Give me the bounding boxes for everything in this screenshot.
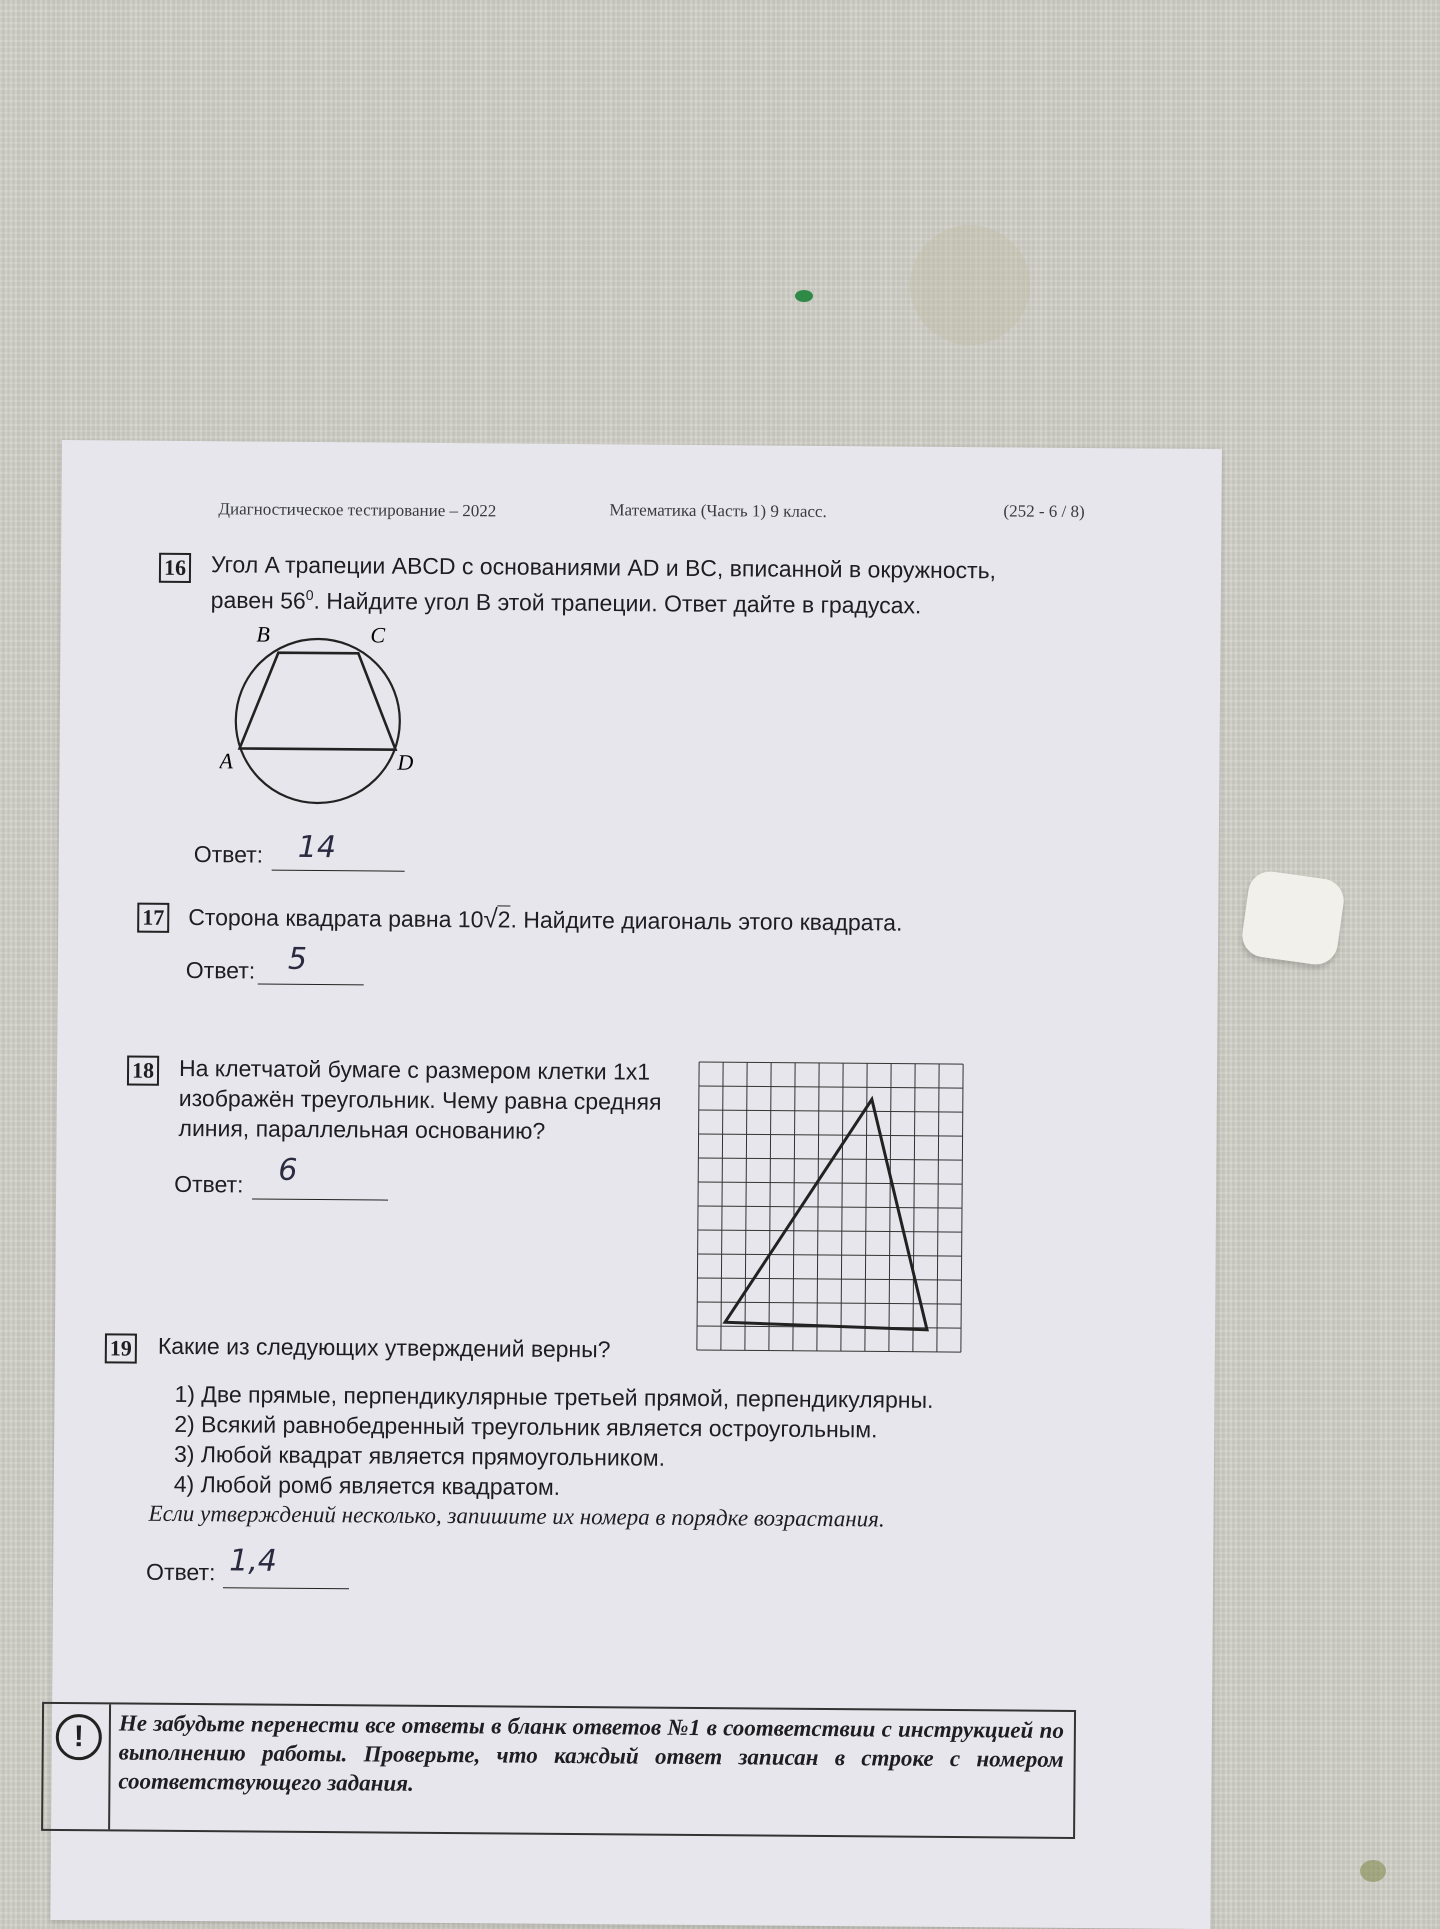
q16-answer-field[interactable]: [272, 829, 405, 872]
q16-answer-label: Ответ:: [193, 841, 264, 868]
question-number-18: 18: [127, 1056, 159, 1086]
q19-answer-field[interactable]: [223, 1543, 349, 1589]
grid-line: [699, 1086, 963, 1088]
grid-line: [697, 1350, 961, 1352]
q18-text-line3: линия, параллельная основанию?: [178, 1114, 546, 1144]
notice-text: Не забудьте перенести все ответы в бланк ответов №1 в соответствии с инструкцией по выполнению работы. Проверьте, что каждый ответ записан в строке с номером соответствующего задания.: [118, 1710, 1064, 1796]
grid-line: [697, 1278, 961, 1280]
notice-divider: [108, 1704, 111, 1829]
q19-option-1: 1) Две прямые, перпендикулярные третьей прямой, перпендикулярны.: [174, 1380, 934, 1413]
q18-text-line1: На клетчатой бумаге с размером клетки 1x1: [178, 1054, 651, 1085]
grid-line: [699, 1062, 963, 1064]
label-b: B: [256, 621, 271, 647]
q19-option-3: 3) Любой квадрат является прямоугольником.: [173, 1440, 666, 1471]
notice-box: [41, 1702, 1076, 1839]
q18-answer-field[interactable]: [252, 1152, 388, 1201]
q19-question: Какие из следующих утверждений верны?: [157, 1332, 611, 1363]
q16-handwritten-answer: 14: [297, 829, 337, 866]
header-title: Диагностическое тестирование – 2022: [218, 499, 497, 521]
header-code: (252 - 6 / 8): [1003, 501, 1085, 522]
q16-text-line1: Угол A трапеции ABCD с основаниями AD и BC, вписанной в окружность,: [210, 551, 997, 584]
q18-handwritten-answer: 6: [278, 1152, 298, 1188]
corner-stain: [1360, 1860, 1386, 1882]
q17-answer-label: Ответ:: [185, 956, 256, 984]
grid-line: [698, 1230, 962, 1232]
grid-line: [698, 1182, 962, 1184]
question-number-17: 17: [137, 903, 169, 933]
grid-line: [699, 1110, 963, 1112]
grid-line: [698, 1254, 962, 1256]
q19-answer-label: Ответ:: [146, 1558, 216, 1586]
trapezoid: [240, 652, 397, 749]
green-ink-spot: [795, 290, 813, 302]
grid-line: [699, 1134, 963, 1136]
q19-option-2: 2) Всякий равнобедренный треугольник является остроугольным.: [174, 1410, 878, 1443]
trapezoid-in-circle-diagram: [219, 621, 420, 813]
q19-instruction: Если утверждений несколько, запишите их номера в порядке возрастания.: [148, 1500, 885, 1532]
label-a: A: [219, 748, 234, 774]
triangle: [725, 1098, 929, 1330]
circle: [235, 638, 400, 803]
q17-text: Сторона квадрата равна 10√2. Найдите диагональ этого квадрата.: [188, 903, 903, 936]
exclamation-icon: !: [56, 1714, 102, 1760]
q16-text-line2: равен $56^0$. Найдите угол B этой трапеции. Ответ дайте в градусах.: [210, 586, 922, 619]
q17-answer-field[interactable]: [258, 941, 364, 986]
q17-handwritten-answer: 5: [287, 941, 308, 977]
q19-option-4: 4) Любой ромб является квадратом.: [173, 1470, 561, 1500]
table-stain: [910, 225, 1030, 345]
exam-sheet: [50, 440, 1222, 1929]
q19-handwritten-answer: 1,4: [229, 1543, 278, 1579]
q18-answer-label: Ответ:: [174, 1170, 244, 1198]
question-number-19: 19: [105, 1333, 137, 1363]
q18-text-line2: изображён треугольник. Чему равна средняя: [178, 1084, 662, 1115]
question-number-16: 16: [159, 553, 191, 583]
header-subject: Математика (Часть 1) 9 класс.: [609, 500, 827, 522]
label-d: D: [397, 749, 414, 775]
eraser: [1239, 869, 1346, 968]
grid-line: [698, 1206, 962, 1208]
label-c: C: [370, 622, 386, 648]
grid-triangle-diagram: [695, 1060, 965, 1362]
